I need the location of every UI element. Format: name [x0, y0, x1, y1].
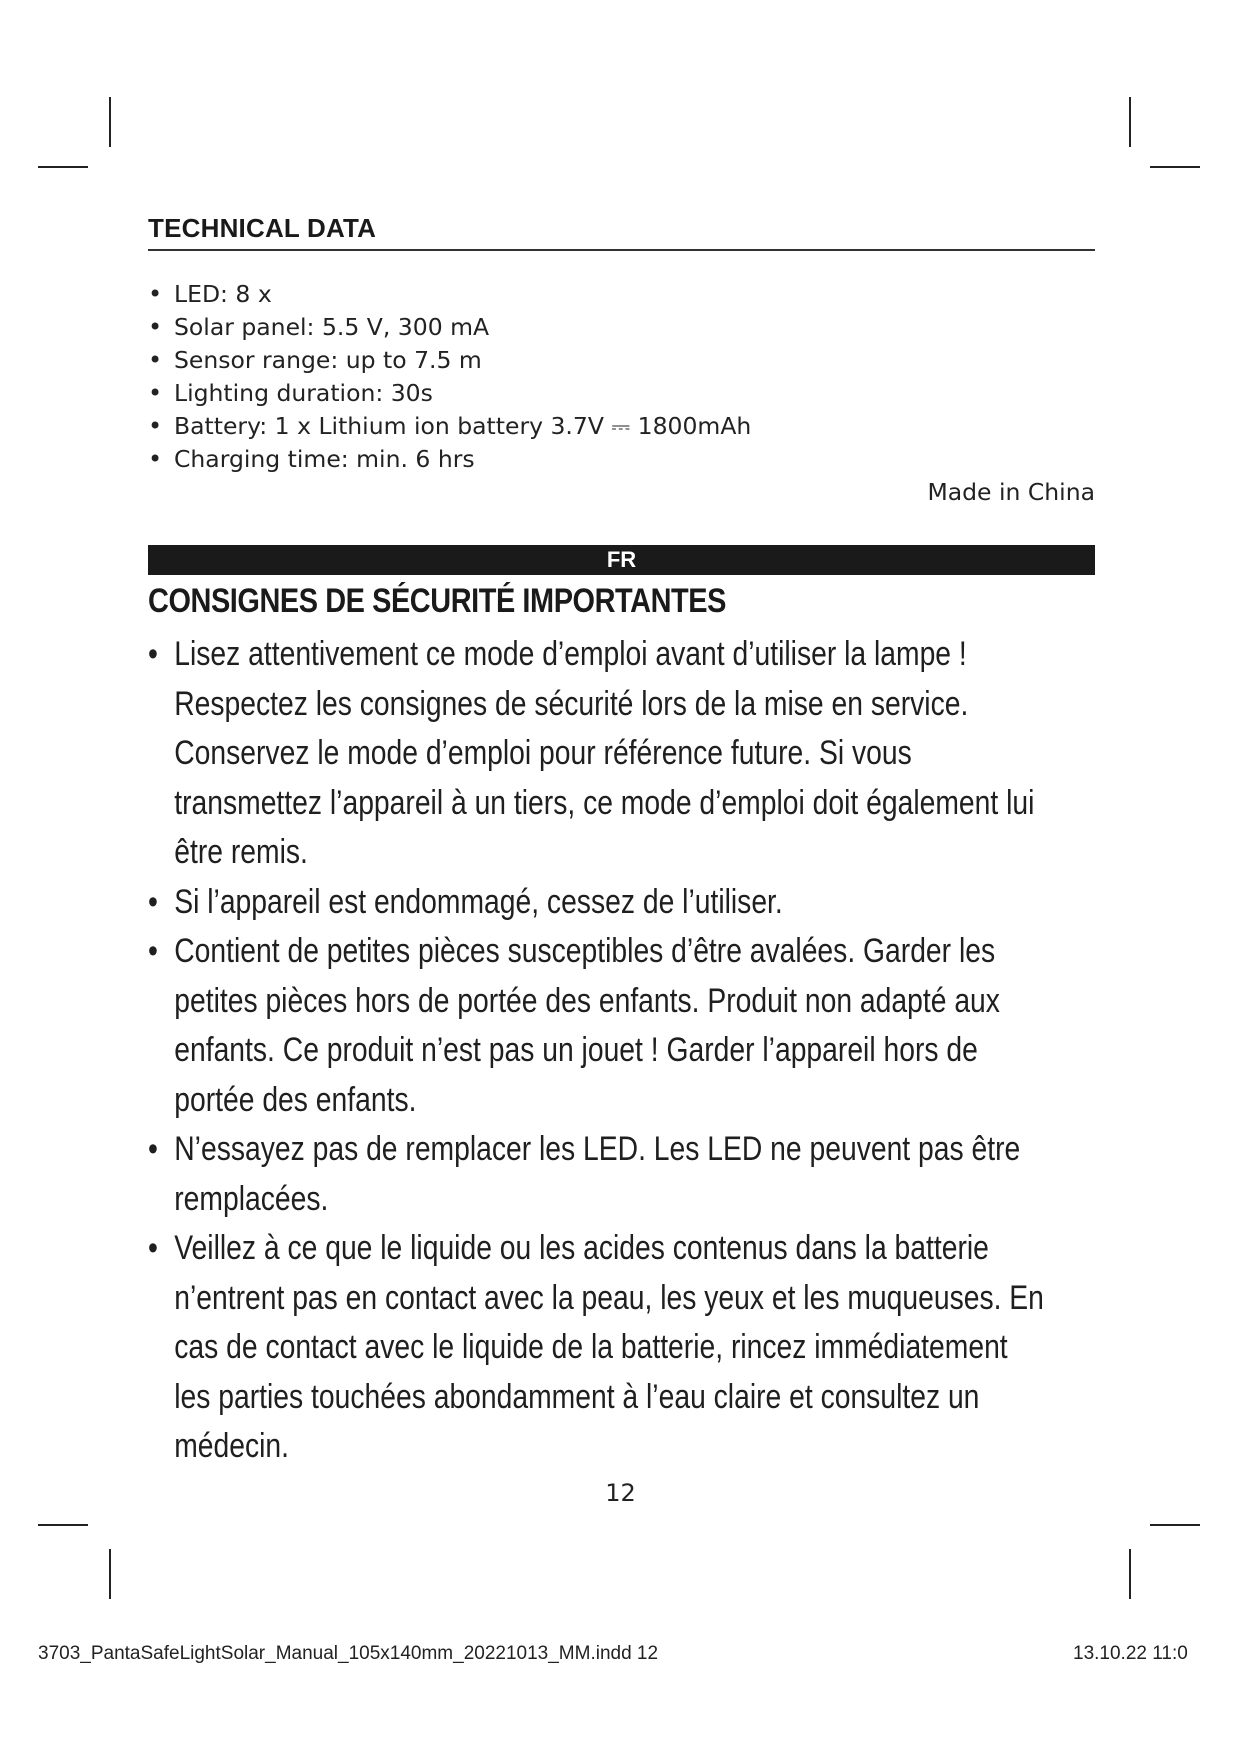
- page-number: 12: [605, 1479, 636, 1507]
- crop-mark-bottom-right-h: [1150, 1524, 1200, 1526]
- list-item: • N’essayez pas de remplacer les LED. Les LED ne peuvent pas être remplacées.: [148, 1125, 1050, 1224]
- crop-mark-top-left: [109, 97, 111, 147]
- language-bar: FR: [148, 545, 1095, 575]
- made-in-label: Made in China: [927, 478, 1095, 506]
- list-item: • Solar panel: 5.5 V, 300 mA: [148, 311, 751, 344]
- heading-rule: [148, 249, 1095, 251]
- list-item: • Charging time: min. 6 hrs: [148, 443, 751, 476]
- safety-heading: CONSIGNES DE SÉCURITÉ IMPORTANTES: [148, 582, 726, 620]
- list-item: • Veillez à ce que le liquide ou les acides contenus dans la batterie n’entrent pas en contact avec la peau, les yeux et les muqueuses. En cas de contact avec le liquide de la batterie, rincez immédiatement les parties touchées abondamment à l’eau claire et consultez un médecin.: [148, 1224, 1050, 1472]
- list-item: • Lighting duration: 30s: [148, 377, 751, 410]
- list-item: • Battery: 1 x Lithium ion battery 3.7V ⎓ 1800mAh: [148, 410, 751, 443]
- print-slug-date: 13.10.22 11:0: [1073, 1643, 1188, 1664]
- list-item: • LED: 8 x: [148, 278, 751, 311]
- crop-mark-top-left-h: [38, 166, 88, 168]
- list-item: • Lisez attentivement ce mode d’emploi avant d’utiliser la lampe ! Respectez les consignes de sécurité lors de la mise en service. Conservez le mode d’emploi pour référence future. Si vous transmettez l’appareil à un tiers, ce mode d’emploi doit également lui être remis.: [148, 630, 1050, 878]
- crop-mark-top-right-h: [1150, 166, 1200, 168]
- safety-instructions-list: [148, 630, 1050, 1472]
- crop-mark-bottom-left: [109, 1549, 111, 1599]
- print-slug-filename: 3703_PantaSafeLightSolar_Manual_105x140mm_20221013_MM.indd 12: [38, 1643, 659, 1664]
- list-item: • Contient de petites pièces susceptibles d’être avalées. Garder les petites pièces hors de portée des enfants. Produit non adapté aux enfants. Ce produit n’est pas un jouet ! Garder l’appareil hors de portée des enfants.: [148, 927, 1050, 1125]
- technical-data-heading: TECHNICAL DATA: [148, 213, 377, 243]
- list-item: • Sensor range: up to 7.5 m: [148, 344, 751, 377]
- list-item: • Si l’appareil est endommagé, cessez de l’utiliser.: [148, 878, 1050, 928]
- crop-mark-bottom-left-h: [38, 1524, 88, 1526]
- technical-data-list: [148, 278, 751, 476]
- crop-mark-top-right: [1129, 97, 1131, 147]
- crop-mark-bottom-right: [1129, 1549, 1131, 1599]
